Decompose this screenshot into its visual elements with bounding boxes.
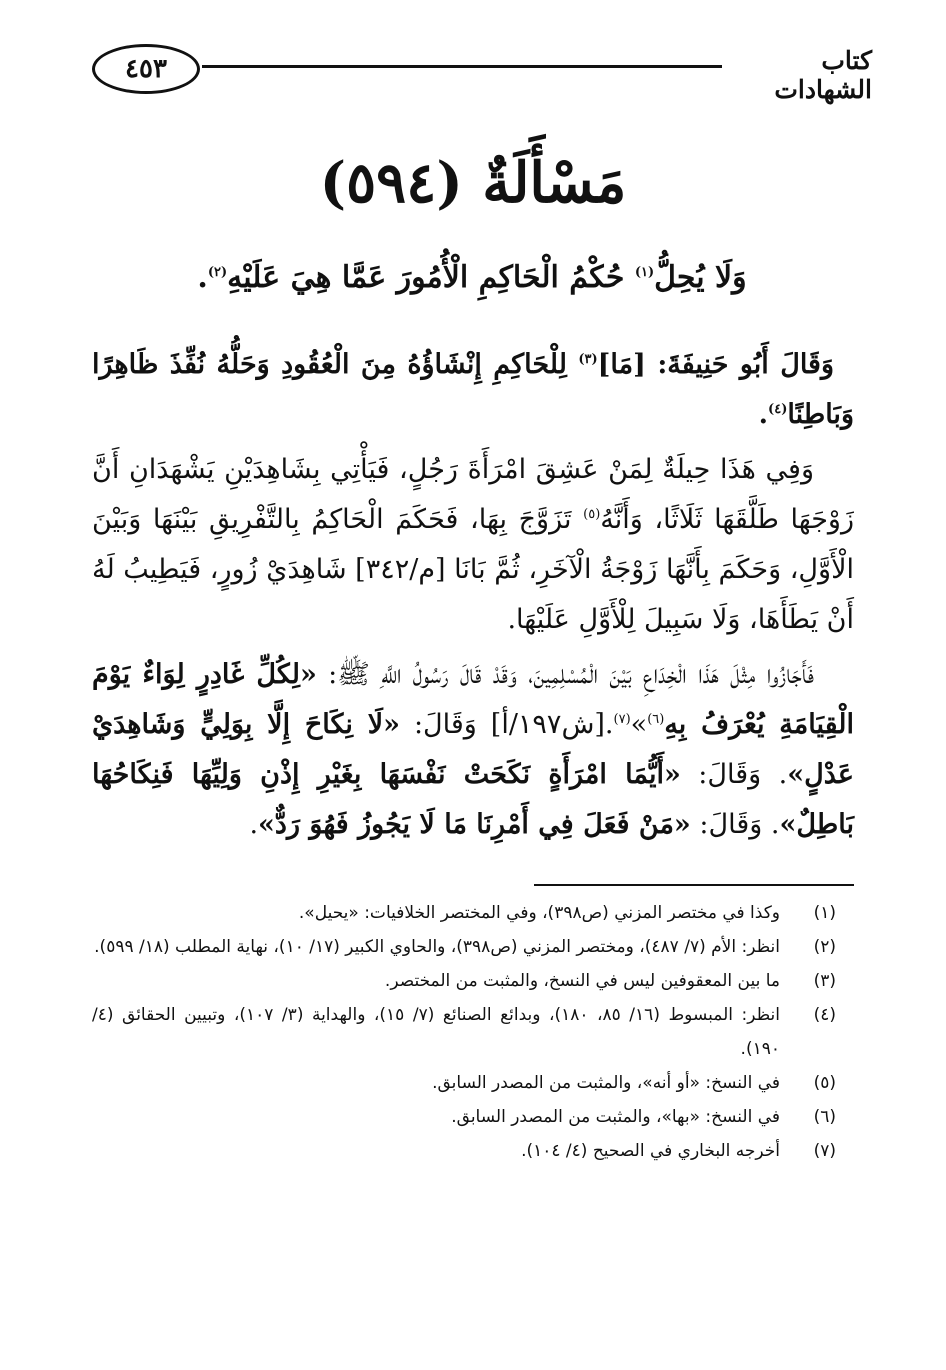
footnote-ref: (٢) — [207, 265, 228, 280]
issue-text-2: حُكْمُ الْحَاكِمِ الْأُمُورَ عَمَّا هِيَ عَلَيْهِ — [227, 260, 635, 295]
p3-text-d: . وَقَالَ: — [690, 809, 780, 840]
footnote-number: (٣) — [813, 971, 836, 991]
quote-close: » — [630, 709, 648, 740]
footnote-item — [92, 1134, 836, 1168]
footnote-item — [92, 1066, 836, 1100]
p1-text-c: . — [758, 399, 769, 430]
footnote-ref: (٧) — [613, 712, 631, 727]
p2-text-b: تَزَوَّجَ بِهَا، فَحَكَمَ الْحَاكِمُ بِالتَّفْرِيقِ بَيْنَهَا وَبَيْنَ الْأَوَّلِ، وَحَكَمَ بِأَنَّهَا زَوْجَةُ الْآخَرِ، ثُمَّ بَانَا [م/٣٤٢] شَاهِدَيْ زُورٍ، فَيَطِيبُ لَهُ أَنْ يَطَأَهَا، وَلَا سَبِيلَ لِلْأَوَّلِ عَلَيْهَا. — [92, 504, 854, 635]
p3-text-b: .[ش١٩٧/أ] وَقَالَ: — [399, 709, 614, 740]
footnote-text: انظر: الأم (٧/ ٤٨٧)، ومختصر المزني (ص٣٩٨)، والحاوي الكبير (١٧/ ١٠)، نهاية المطلب (١٨/ ٥٩٩). — [94, 937, 780, 957]
p3-text-e: . — [249, 809, 259, 840]
issue-text-1: وَلَا يُحِلُّ — [654, 260, 747, 295]
footnote-number: (٤) — [813, 1005, 836, 1025]
footnote-text: في النسخ: «أو أنه»، والمثبت من المصدر السابق. — [432, 1073, 780, 1093]
footnote-item — [92, 930, 836, 964]
issue-end: . — [197, 260, 208, 295]
footnote-ref: (٥) — [583, 507, 601, 522]
p3-text-a: فَأَجَازُوا مِثْلَ هَذَا الْخِدَاعِ بَيْنَ الْمُسْلِمِينَ، وَقَدْ قَالَ رَسُولُ اللَّهِ ﷺ: — [316, 659, 815, 690]
footnote-separator — [534, 884, 854, 886]
p3-text-c: . وَقَالَ: — [680, 759, 788, 790]
footnote-text: انظر: المبسوط (١٦/ ٨٥، ١٨٠)، وبدائع الصنائع (٧/ ١٥)، والهداية (٣/ ١٠٧)، وتبيين الحقائق (٤/ ١٩٠). — [92, 1005, 781, 1059]
footnote-text: وكذا في مختصر المزني (ص٣٩٨)، وفي المختصر الخلافيات: «يحيل». — [298, 903, 780, 923]
footnote-item — [92, 998, 836, 1066]
hadith-quote-4: «مَنْ فَعَلَ فِي أَمْرِنَا مَا لَا يَجُوزُ فَهُوَ رَدٌّ» — [258, 809, 691, 840]
footnote-ref: (٣) — [578, 352, 598, 367]
footnote-number: (٦) — [813, 1107, 836, 1127]
book-title: كتاب الشهادات — [774, 46, 872, 104]
footnote-text: ما بين المعقوفين ليس في النسخ، والمثبت من المختصر. — [384, 971, 780, 991]
footnote-number: (٢) — [813, 937, 836, 957]
footnote-item — [92, 1100, 836, 1134]
footnote-ref: (١) — [634, 265, 655, 280]
p2-text-a: وَفِي هَذَا حِيلَةٌ لِمَنْ عَشِقَ امْرَأَةَ رَجُلٍ، فَيَأْتِي بِشَاهِدَيْنِ يَشْهَدَانِ أَنَّ زَوْجَهَا طَلَّقَهَا ثَلَاثًا، وَأَنَّهُ — [92, 454, 854, 535]
p1-text-b: لِلْحَاكِمِ إِنْشَاؤُهُ مِنَ الْعُقُودِ وَحَلُّهُ نُفِّذَ ظَاهِرًا وَبَاطِنًا — [92, 349, 854, 430]
footnote-number: (١) — [813, 903, 836, 923]
issue-statement — [90, 252, 854, 304]
footnote-number: (٥) — [813, 1073, 836, 1093]
footnote-number: (٧) — [813, 1141, 836, 1161]
paragraph-2 — [92, 445, 854, 645]
page-header — [92, 44, 872, 104]
hadith-quote-3: «أَيُّمَا امْرَأَةٍ نَكَحَتْ نَفْسَهَا بِغَيْرِ إِذْنِ وَلِيِّهَا فَنِكَاحُهَا بَاطِلٌ» — [92, 759, 854, 840]
p1-text-a: وَقَالَ أَبُو حَنِيفَةَ: [مَا] — [597, 349, 834, 380]
footnotes — [92, 896, 836, 1168]
footnote-item — [92, 964, 836, 998]
footnote-ref: (٦) — [647, 712, 665, 727]
footnote-item — [92, 896, 836, 930]
masala-heading: مَسْأَلَةٌ (٥٩٤) — [319, 150, 627, 216]
header-rule — [202, 65, 722, 68]
page-number: ٤٥٣ — [92, 44, 200, 94]
main-text — [92, 340, 854, 855]
footnote-text: أخرجه البخاري في الصحيح (٤/ ١٠٤). — [521, 1141, 780, 1161]
hadith-quote-1: «لِكُلِّ غَادِرٍ لِوَاءٌ يَوْمَ الْقِيَامَةِ يُعْرَفُ بِهِ — [92, 659, 854, 740]
paragraph-1 — [92, 340, 854, 440]
paragraph-3 — [92, 650, 854, 850]
footnote-text: في النسخ: «بها»، والمثبت من المصدر السابق. — [451, 1107, 780, 1127]
hadith-quote-2: «لَا نِكَاحَ إِلَّا بِوَلِيٍّ وَشَاهِدَيْ عَدْلٍ» — [92, 709, 854, 790]
footnote-ref: (٤) — [768, 402, 788, 417]
